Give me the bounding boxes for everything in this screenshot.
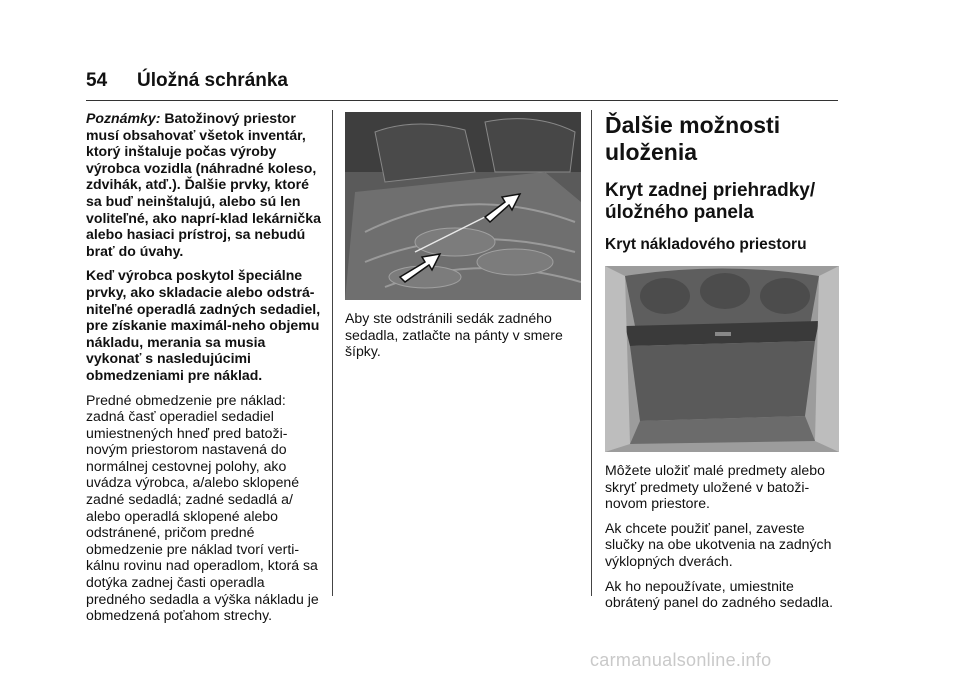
- figure-caption: Aby ste odstránili sedák zadného sedadla, zatlačte na pánty v smere šípky.: [345, 310, 563, 360]
- column-left: [86, 110, 324, 632]
- column-divider: [332, 110, 333, 596]
- note-paragraph: [86, 110, 324, 259]
- bold-paragraph: Keď výrobca poskytol špeciálne prvky, ako skladacie alebo odstrá-niteľné operadlá zadných sedadiel, pre získanie maximál-neho objemu nákladu, merania sa musia vykonať s nasledujúcimi obmedzeniami pre náklad.: [86, 267, 321, 383]
- column-middle: [345, 112, 581, 368]
- body-paragraph: Môžete uložiť malé predmety alebo skryť predmety uložené v batoži-novom priestore.: [605, 462, 825, 512]
- page-number: 54: [86, 70, 108, 91]
- heading-level-1: Ďalšie možnosti uloženia: [605, 112, 781, 165]
- note-text: Batožinový priestor musí obsahovať všetok inventár, ktorý inštaluje počas výroby výrobca vozidla (náhradné koleso, zdvihák, atď.). Ďalšie prvky, ktoré sa buď neinštalujú, alebo sú len voliteľné, ako naprí-klad lekárnička alebo hasiaci prístroj, sa nebudú brať do úvahy.: [86, 110, 321, 259]
- body-paragraph: Ak chcete použiť panel, zaveste slučky na obe ukotvenia na zadných výklopných dverách.: [605, 519, 832, 569]
- cargo-cover-photo: [605, 266, 839, 452]
- body-paragraph: Predné obmedzenie pre náklad: zadná časť operadiel sedadiel umiestnených hneď pred batoži-novým priestorom nastavená do normálnej cestovnej polohy, ako uvádza výrobca, a/alebo sklopené zadné sedadlá; zadné sedadlá a/ alebo operadlá sklopené alebo odstránené, pričom predné obmedzenie pre náklad tvorí verti-kálnu rovinu nad operadlom, ktorá sa dotýka zadnej časti operadla predného sedadla a výška nákladu je obmedzená poťahom strechy.: [86, 391, 319, 624]
- rear-seat-hinge-photo: [345, 112, 581, 300]
- note-label: Poznámky:: [86, 110, 161, 126]
- column-right: [605, 112, 843, 619]
- heading-level-3: Kryt nákladového priestoru: [605, 236, 807, 253]
- page-header: [86, 70, 838, 101]
- heading-level-2: Kryt zadnej priehradky/ úložného panela: [605, 180, 816, 223]
- watermark-text: carmanualsonline.info: [590, 650, 772, 670]
- body-paragraph: Ak ho nepoužívate, umiestnite obrátený panel do zadného sedadla.: [605, 577, 834, 611]
- section-title: Úložná schránka: [137, 70, 288, 91]
- rear-seat-hinge-illustration: [345, 112, 581, 300]
- column-divider: [591, 110, 592, 596]
- cargo-cover-illustration: [605, 266, 839, 452]
